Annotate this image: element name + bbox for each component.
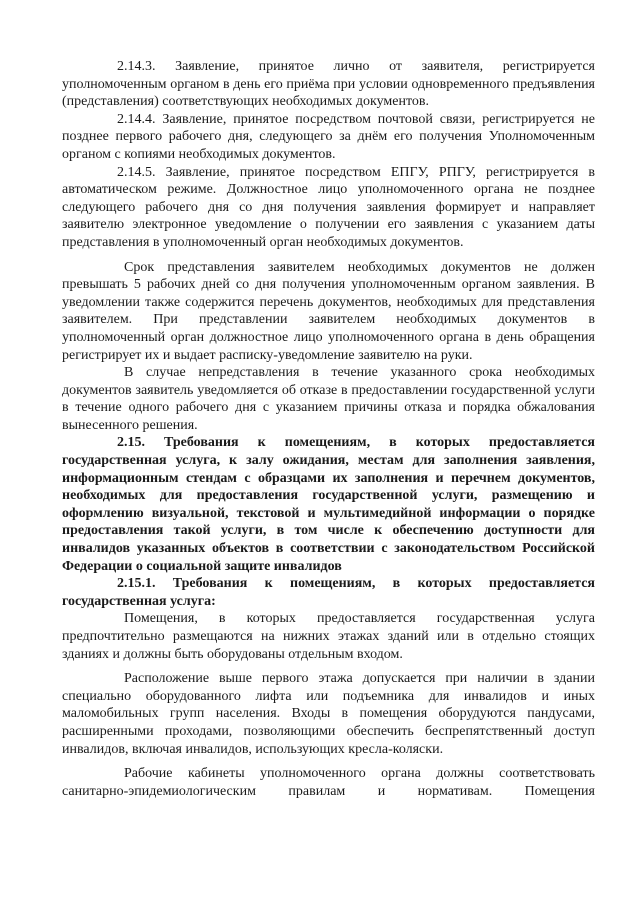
paragraph-v-sluchae [62, 364, 595, 434]
paragraph-text: Рабочие кабинеты уполномоченного органа должны соответствовать санитарно-эпидемиологическим правилам и нормативам. Помещения [62, 766, 595, 799]
paragraph-text: 2.14.5. Заявление, принятое посредством ЕПГУ, РПГУ, регистрируется в автоматическом режиме. Должностное лицо уполномоченного органа не позднее следующего рабочего дня со дня получения заявления формирует и направляет заявителю электронное уведомление о получении его заявления с указанием даты представления в уполномоченный орган необходимых документов. [62, 164, 595, 250]
paragraph-2-14-3 [62, 58, 595, 111]
paragraph-text: Расположение выше первого этажа допускается при наличии в здании специально оборудованного лифта или подъемника для инвалидов и иных маломобильных групп населения. Входы в помещения оборудуются пандусами, расширенными проходами, позволяющими обеспечить беспрепятственный доступ инвалидов, включая инвалидов, использующих кресла-коляски. [62, 671, 595, 757]
paragraph-raspolozhenie [62, 670, 595, 758]
document-page [62, 58, 595, 800]
heading-text: 2.15.1. Требования к помещениям, в которых предоставляется государственная услуга: [62, 576, 595, 609]
paragraph-2-14-4 [62, 111, 595, 164]
paragraph-text: Срок представления заявителем необходимых документов не должен превышать 5 рабочих дней со дня получения уполномоченным органом заявления. В уведомлении также содержится перечень документов, необходимых для представления заявителем. При представлении заявителем необходимых документов в уполномоченный орган должностное лицо уполномоченного органа в день обращения регистрирует их и выдает расписку-уведомление заявителю на руки. [62, 259, 595, 363]
paragraph-text: 2.14.3. Заявление, принятое лично от заявителя, регистрируется уполномоченным органом в день его приёма при условии одновременного предъявления (представления) соответствующих необходимых документов. [62, 59, 595, 110]
paragraph-text: В случае непредставления в течение указанного срока необходимых документов заявитель уведомляется об отказе в предоставлении государственной услуги в течение одного рабочего дня с указанием причины отказа и порядка обжалования вынесенного решения. [62, 365, 595, 433]
section-heading-2-15-1 [62, 575, 595, 610]
paragraph-2-14-5 [62, 164, 595, 252]
section-heading-2-15 [62, 434, 595, 575]
paragraph-srok [62, 259, 595, 365]
paragraph-pomescheniya [62, 610, 595, 663]
paragraph-rabochie-kabinety [62, 765, 595, 800]
paragraph-text: 2.14.4. Заявление, принятое посредством почтовой связи, регистрируется не позднее первого рабочего дня, следующего за днём его получения Уполномоченным органом с копиями необходимых документов. [62, 111, 595, 162]
heading-text: 2.15. Требования к помещениям, в которых предоставляется государственная услуга, к залу ожидания, местам для заполнения заявления, информационным стендам с образцами их заполнения и перечнем документов, необходимых для предоставления государственной услуги, размещению и оформлению визуальной, текстовой и мультимедийной информации о порядке предоставления такой услуги, в том числе к обеспечению доступности для инвалидов указанных объектов в соответствии с законодательством Российской Федерации о социальной защите инвалидов [62, 435, 595, 574]
paragraph-text: Помещения, в которых предоставляется государственная услуга предпочтительно размещаются на нижних этажах зданий или в отдельно стоящих зданиях и должны быть оборудованы отдельным входом. [62, 611, 595, 662]
